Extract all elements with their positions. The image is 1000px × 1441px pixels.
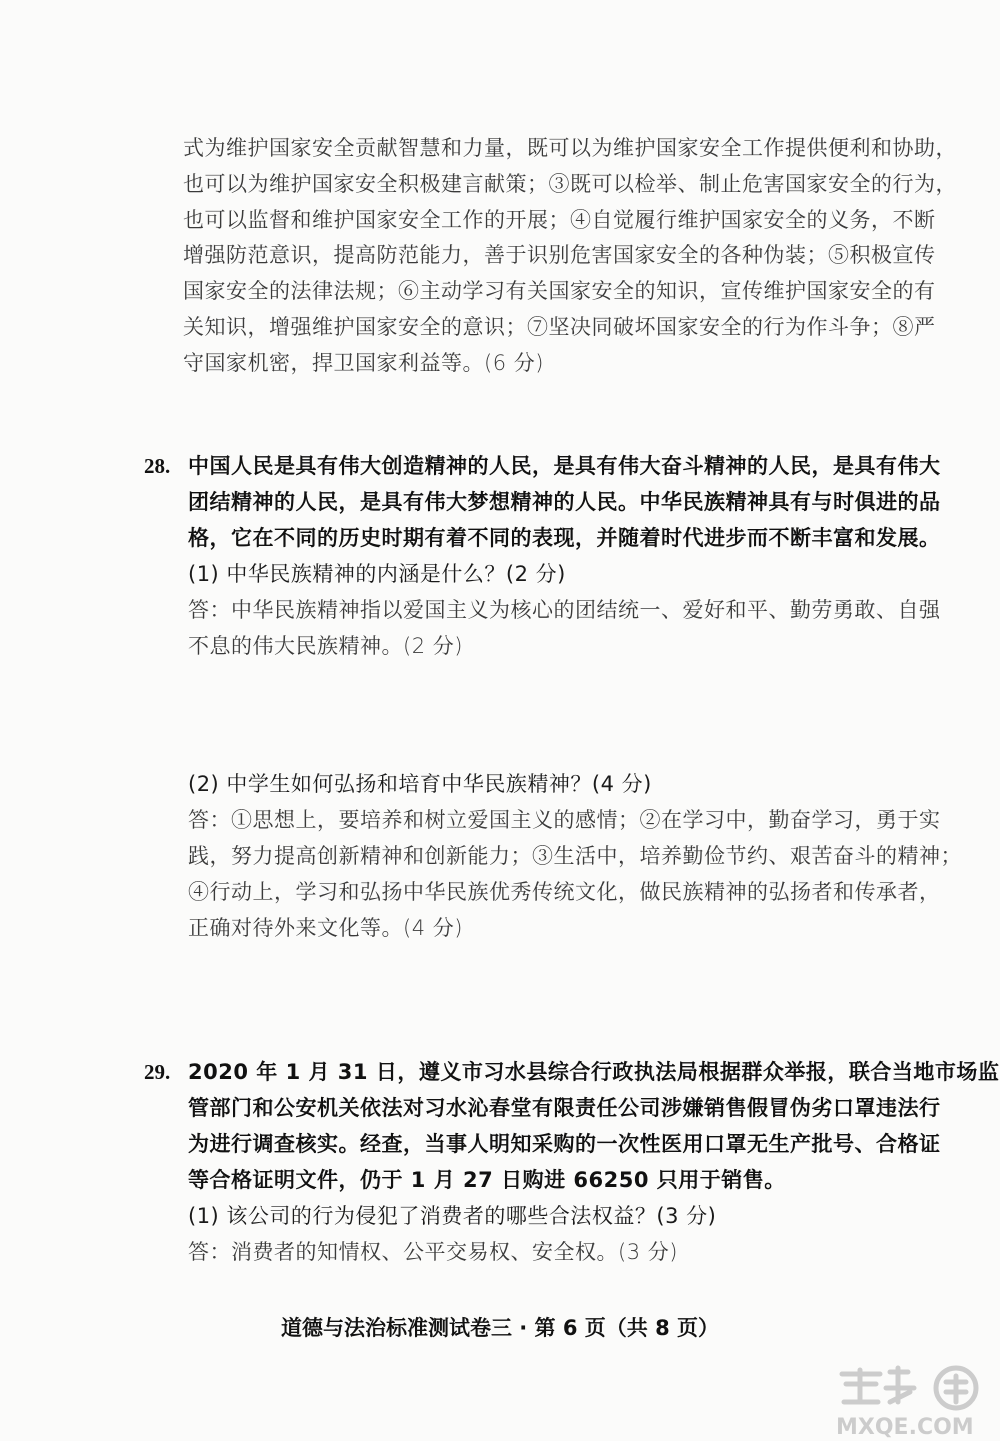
- watermark-text: MXQE.COM: [836, 1415, 974, 1440]
- sub-question: (1) 该公司的行为侵犯了消费者的哪些合法权益？(3 分): [188, 1204, 717, 1228]
- answer-line: 践，努力提高创新精神和创新能力；③生活中，培养勤俭节约、艰苦奋斗的精神；: [188, 844, 962, 868]
- question-number: 28.: [144, 454, 171, 478]
- prev-answer-line: 国家安全的法律法规；⑥主动学习有关国家安全的知识，宣传维护国家安全的有: [183, 279, 936, 303]
- prev-answer-line: 守国家机密，捍卫国家利益等。(6 分): [183, 351, 544, 375]
- question-stem-line: 等合格证明文件，仍于 1 月 27 日购进 66250 只用于销售。: [188, 1168, 786, 1192]
- prev-answer-line: 关知识，增强维护国家安全的意识；⑦坚决同破坏国家安全的行为作斗争；⑧严: [183, 315, 936, 339]
- prev-answer-line: 增强防范意识，提高防范能力，善于识别危害国家安全的各种伪装；⑤积极宣传: [183, 243, 936, 267]
- sub-question: (2) 中学生如何弘扬和培育中华民族精神？(4 分): [188, 772, 652, 796]
- prev-answer-line: 也可以为维护国家安全积极建言献策；③既可以检举、制止危害国家安全的行为，: [183, 172, 957, 196]
- answer-line: 正确对待外来文化等。(4 分): [188, 916, 463, 940]
- answer-line: 答：中华民族精神指以爱国主义为核心的团结统一、爱好和平、勤劳勇敢、自强: [188, 598, 941, 622]
- question-number: 29.: [144, 1060, 171, 1084]
- prev-answer-line: 也可以监督和维护国家安全工作的开展；④自觉履行维护国家安全的义务，不断: [183, 208, 936, 232]
- question-stem-line: 管部门和公安机关依法对习水沁春堂有限责任公司涉嫌销售假冒伪劣口罩违法行: [188, 1096, 941, 1120]
- question-stem-line: 格，它在不同的历史时期有着不同的表现，并随着时代进步而不断丰富和发展。: [188, 526, 941, 550]
- question-stem-line: 为进行调查核实。经查，当事人明知采购的一次性医用口罩无生产批号、合格证: [188, 1132, 941, 1156]
- prev-answer-line: 式为维护国家安全贡献智慧和力量，既可以为维护国家安全工作提供便利和协助，: [183, 136, 957, 160]
- page-footer: 道德与法治标准测试卷三 · 第 6 页（共 8 页）: [280, 1316, 720, 1340]
- question-stem-line: 2020 年 1 月 31 日，遵义市习水县综合行政执法局根据群众举报，联合当地市场监: [188, 1060, 1000, 1084]
- question-stem-line: 中国人民是具有伟大创造精神的人民，是具有伟大奋斗精神的人民，是具有伟大: [188, 454, 941, 478]
- question-stem-line: 团结精神的人民，是具有伟大梦想精神的人民。中华民族精神具有与时俱进的品: [188, 490, 941, 514]
- answer-line: 不息的伟大民族精神。(2 分): [188, 634, 463, 658]
- answer-line: 答：消费者的知情权、公平交易权、安全权。(3 分): [188, 1240, 678, 1264]
- watermark-logo: [832, 1362, 992, 1440]
- answer-line: ④行动上，学习和弘扬中华民族优秀传统文化，做民族精神的弘扬者和传承者，: [188, 880, 941, 904]
- sub-question: (1) 中华民族精神的内涵是什么？(2 分): [188, 562, 566, 586]
- answer-line: 答：①思想上，要培养和树立爱国主义的感情；②在学习中，勤奋学习，勇于实: [188, 808, 941, 832]
